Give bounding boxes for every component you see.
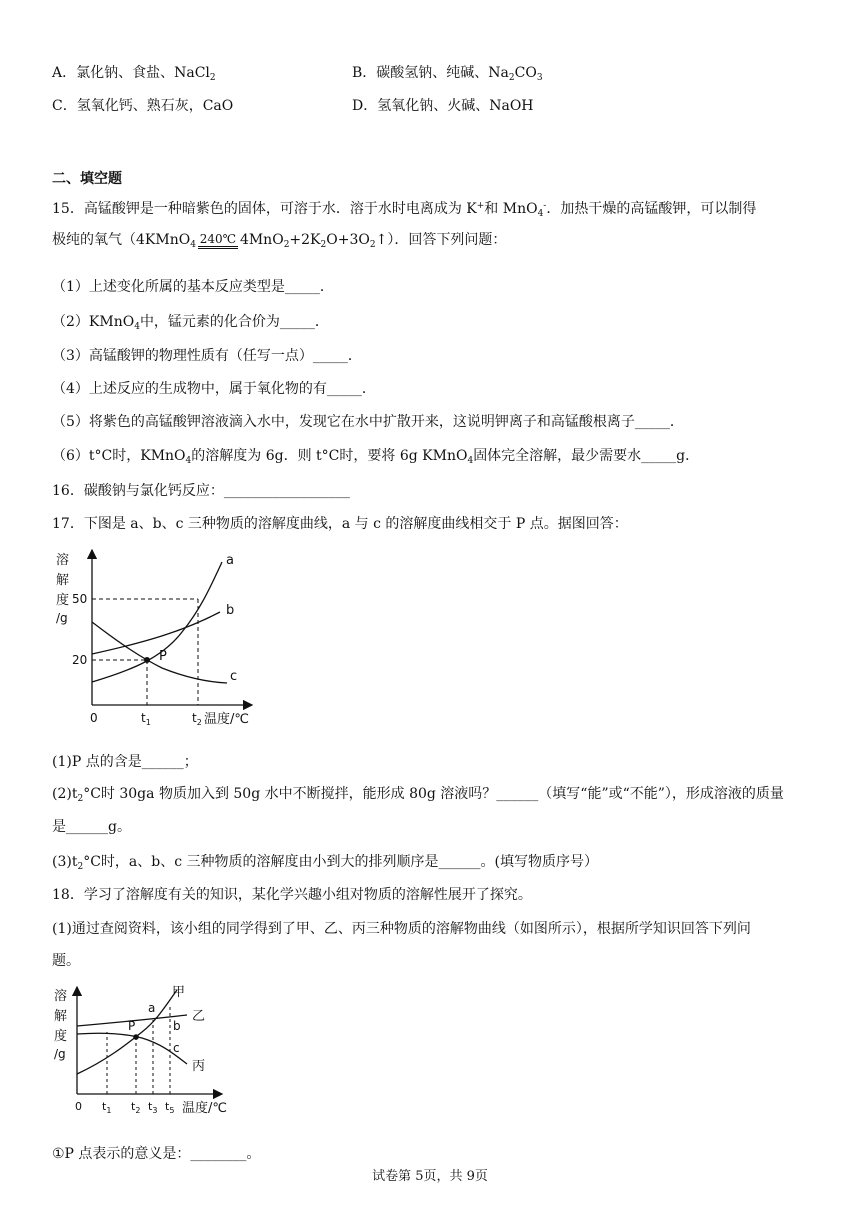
label-c: c [230, 669, 238, 684]
solubility-chart-2 [52, 982, 252, 1122]
label-b: b [226, 603, 235, 618]
curve-a [92, 562, 222, 682]
q17-part2-line1: $(2)t_2^\circ C$时 30ga 物质加入到 50g 水中不断搅拌，能形成 80g 溶液吗？______（填写“能”或“不能”），形成溶液的质量 [52, 786, 784, 804]
xtick2-t2: $t_2$ [131, 1100, 141, 1115]
origin-2: 0 [75, 1100, 82, 1113]
xtick2-t3: $t_3$ [148, 1100, 158, 1115]
page-footer: 试卷第 5页，共 9页 [372, 1169, 488, 1184]
ylabel-1: 溶 [56, 553, 70, 568]
solubility-chart-1 [52, 540, 272, 735]
q17-part3: $(3)t_2^\circ C$时，a、b、c 三种物质的溶解度由小到大的排列顺序是______。(填写物质序号） [52, 854, 598, 872]
xtick-t1: $t_1$ [141, 711, 151, 727]
series-jia: 甲 [172, 985, 186, 1000]
option-d: D．氢氧化钠、火碱、NaOH [352, 98, 534, 114]
q17-part2-line2: 是______g。 [52, 819, 131, 835]
q15-part4: （4）上述反应的生成物中，属于氧化物的有_____． [52, 381, 376, 397]
label2-a: a [148, 1001, 156, 1015]
q18-sub1: ①P 点表示的意义是：________。 [52, 1146, 261, 1162]
curve-jia [77, 990, 177, 1074]
ylabel2-4: /g [54, 1047, 66, 1061]
q15-part2: （2）KMnO$_4$中，锰元素的化合价为_____． [52, 314, 329, 332]
option-b: B．碳酸氢钠、纯碱、$Na_2CO_3$ [352, 65, 543, 83]
q17-stem: 17．下图是 a、b、c 三种物质的溶解度曲线，a 与 c 的溶解度曲线相交于 P 点。据图回答： [52, 516, 628, 532]
origin: 0 [90, 711, 98, 725]
point-p-label: P [159, 649, 167, 664]
q18-part1-line2: 题。 [52, 953, 80, 969]
ylabel-3: 度 [56, 593, 70, 608]
ylabel-4: /g [56, 611, 68, 625]
label2-c: c [173, 1041, 180, 1055]
option-c: C．氢氧化钙、熟石灰，CaO [52, 98, 234, 114]
label2-b: b [173, 1019, 181, 1033]
q15-part1: （1）上述变化所属的基本反应类型是_____． [52, 279, 334, 295]
series-bing: 丙 [192, 1059, 206, 1074]
q15-part3: （3）高锰酸钾的物理性质有（任写一点）_____． [52, 348, 362, 364]
ylabel2-3: 度 [54, 1029, 68, 1044]
q15-line1: 15．高锰酸钾是一种暗紫色的固体，可溶于水．溶于水时电离成为 K+和 MnO$_4$-．加热干燥的高锰酸钾，可以制得 [52, 201, 757, 219]
q15-equation-line: 极纯的氧气（4KMnO$_4$ 240℃ $4MnO_2+2K_2O+3O_2↑$）．回答下列问题： [52, 231, 507, 250]
reaction-condition: 240℃ [198, 232, 238, 249]
ylabel2-2: 解 [54, 1009, 68, 1024]
series-yi: 乙 [192, 1009, 206, 1024]
point-p-2 [133, 1034, 139, 1040]
q15-part6: （6）t°C时，KMnO$_4$的溶解度为 6g．则 t°C时，要将 6g KMnO$_4$固体完全溶解，最少需要水_____g． [52, 448, 700, 466]
xtick2-t5: $t_5$ [165, 1100, 175, 1115]
q15-part5: （5）将紫色的高锰酸钾溶液滴入水中，发现它在水中扩散开来，这说明钾离子和高锰酸根离子_____． [52, 414, 684, 430]
point-p-label-2: P [128, 1019, 136, 1033]
option-a: A．氯化钠、食盐、NaCl$_2$ [52, 65, 216, 83]
xlabel: 温度/℃ [204, 712, 249, 727]
ylabel-2: 解 [56, 573, 70, 588]
curve-b [92, 612, 220, 654]
xlabel-2: 温度/℃ [182, 1101, 227, 1116]
section-title: 二、填空题 [52, 171, 122, 187]
label-a: a [226, 553, 234, 568]
q16: 16．碳酸钠与氯化钙反应：__________________ [52, 483, 350, 499]
ylabel2-1: 溶 [54, 989, 68, 1004]
ytick-20: 20 [72, 653, 88, 667]
point-p [144, 657, 150, 663]
q18-part1-line1: (1)通过查阅资料，该小组的同学得到了甲、乙、丙三种物质的溶解物曲线（如图所示），根据所学知识回答下列问 [52, 921, 751, 937]
q18-stem: 18．学习了溶解度有关的知识，某化学兴趣小组对物质的溶解性展开了探究。 [52, 887, 532, 903]
xtick-t2: $t_2$ [192, 711, 202, 727]
ytick-50: 50 [72, 592, 88, 606]
q17-part1: (1)P 点的含是______； [52, 754, 198, 770]
xtick2-t1: $t_1$ [102, 1100, 112, 1115]
